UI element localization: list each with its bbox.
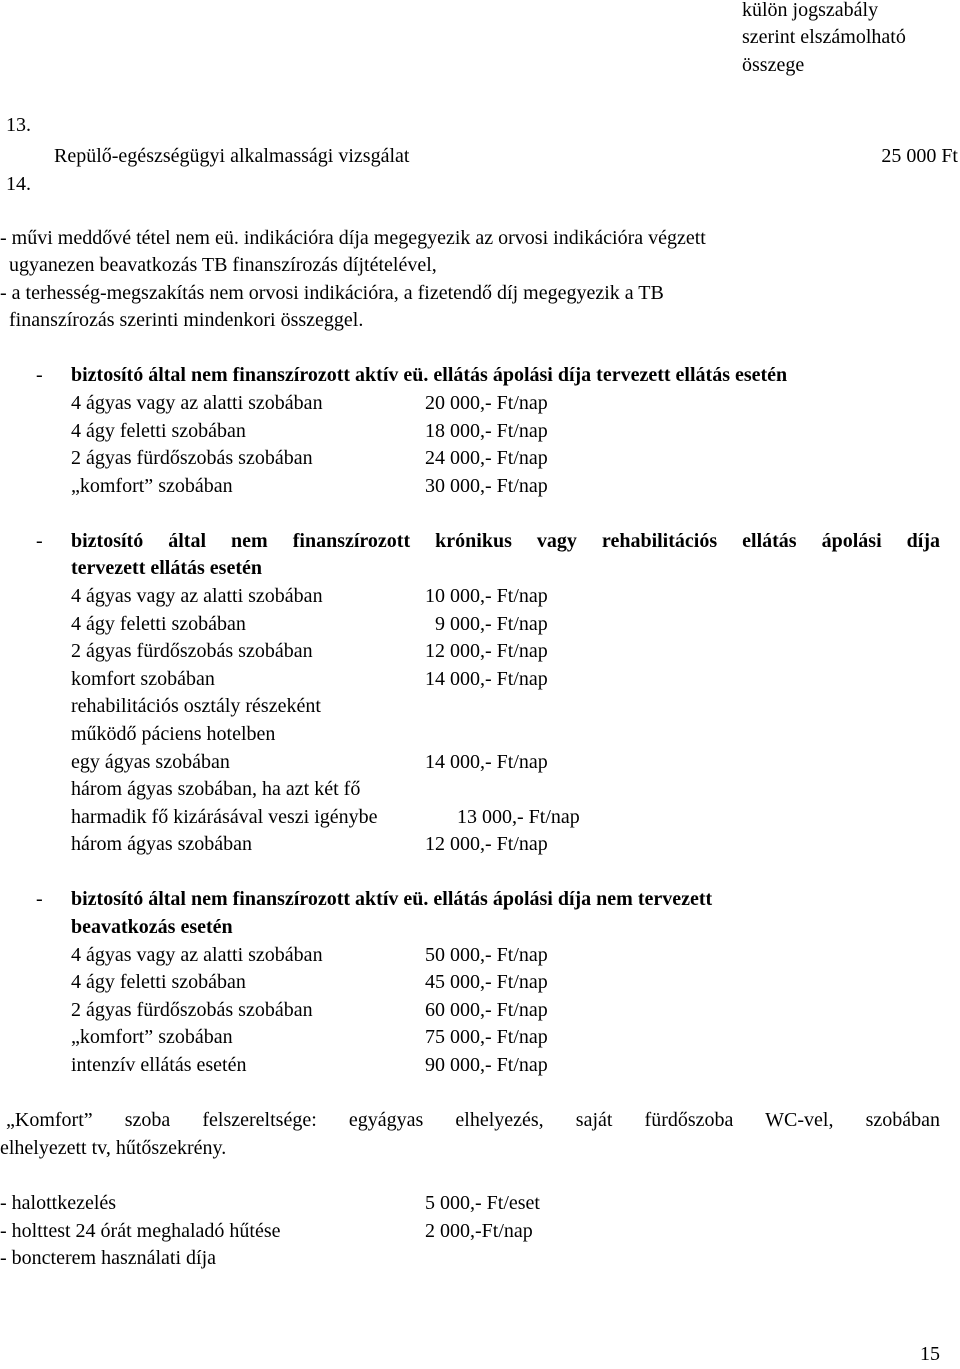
price-value: 20 000,- Ft/nap [425,392,548,414]
price-value: 14 000,- Ft/nap [425,668,548,690]
section-title: biztosító által nem finanszírozott aktív eü. ellátás ápolási díja tervezett ellátás esetén [71,364,788,386]
note-line: elhelyezett tv, hűtőszekrény. [0,1137,227,1159]
price-label: komfort szobában [71,668,215,690]
bullet-dash: - [36,364,43,386]
row-label: Repülő-egészségügyi alkalmassági vizsgálat [54,145,410,167]
price-label: „komfort” szobában [71,1026,233,1048]
price-label: 4 ágyas vagy az alatti szobában [71,392,323,414]
bullet-dash: - [36,888,43,910]
price-label: 4 ágy feletti szobában [71,420,246,442]
price-label: 2 ágyas fürdőszobás szobában [71,447,313,469]
price-label: „komfort” szobában [71,475,233,497]
price-label: 4 ágy feletti szobában [71,613,246,635]
price-value: 45 000,- Ft/nap [425,971,548,993]
price-value: 24 000,- Ft/nap [425,447,548,469]
section-title: beavatkozás esetén [71,916,233,938]
price-label: 4 ágy feletti szobában [71,971,246,993]
price-value: 90 000,- Ft/nap [425,1054,548,1076]
price-value: 18 000,- Ft/nap [425,420,548,442]
header-line: szerint elszámolható [742,26,906,48]
bullet-dash: - [36,530,43,552]
price-label: - halottkezelés [0,1192,117,1214]
rehab-line: működő páciens hotelben [71,723,276,745]
row-number: 13. [6,114,31,136]
price-value: 5 000,- Ft/eset [425,1192,540,1214]
section-title: tervezett ellátás esetén [71,557,262,579]
price-value: 12 000,- Ft/nap [425,833,548,855]
price-value: 75 000,- Ft/nap [425,1026,548,1048]
price-label: három ágyas szobában, ha azt két fő [71,778,361,800]
price-value: 14 000,- Ft/nap [425,751,548,773]
note-line: - a terhesség-megszakítás nem orvosi indikációra, a fizetendő díj megegyezik a TB [0,282,664,304]
price-label: 4 ágyas vagy az alatti szobában [71,585,323,607]
header-line: külön jogszabály [742,0,879,21]
rehab-line: rehabilitációs osztály részeként [71,695,321,717]
header-line: összege [742,54,805,76]
price-label: egy ágyas szobában [71,751,230,773]
price-label: 4 ágyas vagy az alatti szobában [71,944,323,966]
price-label: harmadik fő kizárásával veszi igénybe [71,806,378,828]
note-line: finanszírozás szerinti mindenkori összeggel. [9,309,364,331]
price-value: 10 000,- Ft/nap [425,585,548,607]
price-value: 12 000,- Ft/nap [425,640,548,662]
section-title: biztosító által nem finanszírozott krónikus vagy rehabilitációs ellátás ápolási díja [71,530,940,552]
price-value: 9 000,- Ft/nap [435,613,548,635]
price-label: három ágyas szobában [71,833,253,855]
row-amount: 25 000 Ft [881,145,958,167]
note-line: ugyanezen beavatkozás TB finanszírozás díjtételével, [9,254,437,276]
note-line: - művi meddővé tétel nem eü. indikációra díja megegyezik az orvosi indikációra végzett [0,227,706,249]
price-label: 2 ágyas fürdőszobás szobában [71,640,313,662]
section-title: biztosító által nem finanszírozott aktív eü. ellátás ápolási díja nem tervezett [71,888,713,910]
row-number: 14. [6,173,31,195]
price-value: 13 000,- Ft/nap [457,806,580,828]
price-label: 2 ágyas fürdőszobás szobában [71,999,313,1021]
price-value: 2 000,-Ft/nap [425,1220,533,1242]
price-value: 30 000,- Ft/nap [425,475,548,497]
price-value: 50 000,- Ft/nap [425,944,548,966]
price-value: 60 000,- Ft/nap [425,999,548,1021]
price-label: - boncterem használati díja [0,1247,217,1269]
price-label: intenzív ellátás esetén [71,1054,247,1076]
price-label: - holttest 24 órát meghaladó hűtése [0,1220,281,1242]
note-line: „Komfort” szoba felszereltsége: egyágyas elhelyezés, saját fürdőszoba WC-vel, szobában [6,1109,940,1131]
page-number: 15 [920,1343,940,1365]
